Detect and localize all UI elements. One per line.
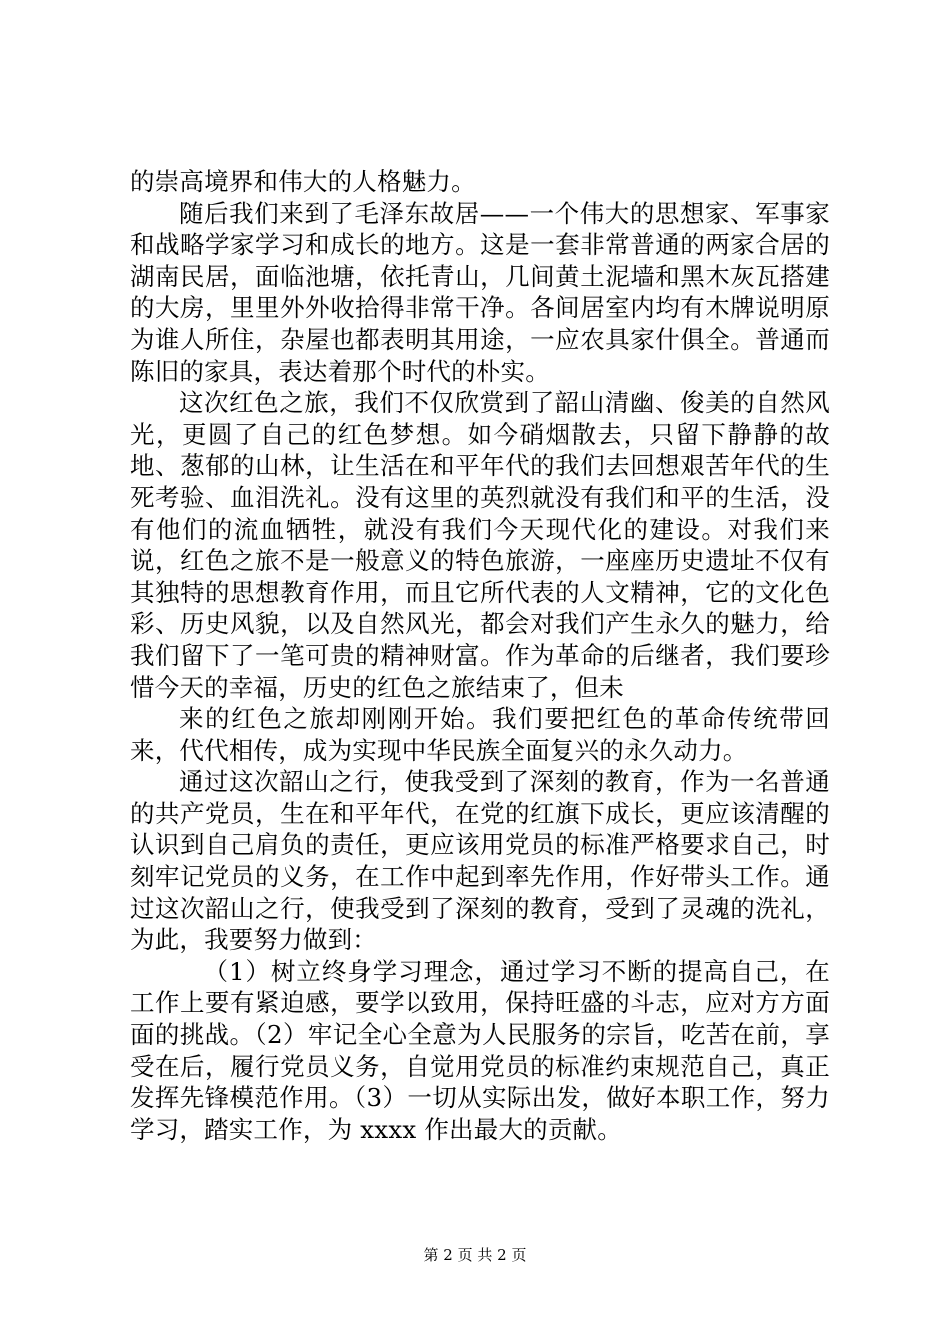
paragraph-4: 来的红色之旅却刚刚开始。我们要把红色的革命传统带回来，代代相传，成为实现中华民族全面复兴的永久动力。	[130, 704, 830, 765]
paragraph-1: 的崇高境界和伟大的人格魅力。	[130, 167, 476, 196]
paragraph-2: 随后我们来到了毛泽东故居——一个伟大的思想家、军事家和战略学家学习和成长的地方。这是一套非常普通的两家合居的湖南民居，面临池塘，依托青山，几间黄土泥墙和黑木灰瓦搭建的大房，里里外外收拾得非常干净。各间居室内均有木牌说明原为谁人所住，杂屋也都表明其用途，一应农具家什俱全。普通而陈旧的家具，表达着那个时代的朴实。	[130, 198, 830, 386]
page-footer: 第 2 页 共 2 页	[423, 1246, 527, 1264]
paragraph-6: （1）树立终身学习理念，通过学习不断的提高自己，在工作上要有紧迫感，要学以致用，保持旺盛的斗志，应对方方面面的挑战。（2）牢记全心全意为人民服务的宗旨，吃苦在前，享受在后，履行党员义务，自觉用党员的标准约束规范自己，真正发挥先锋模范作用。（3）一切从实际出发，做好本职工作，努力学习，踏实工作，为 xxxx 作出最大的贡献。	[130, 956, 830, 1144]
document-body	[130, 166, 830, 1145]
paragraph-5: 通过这次韶山之行，使我受到了深刻的教育，作为一名普通的共产党员，生在和平年代，在党的红旗下成长，更应该清醒的认识到自己肩负的责任，更应该用党员的标准严格要求自己，时刻牢记党员的义务，在工作中起到率先作用，作好带头工作。通过这次韶山之行，使我受到了深刻的教育，受到了灵魂的洗礼，为此，我要努力做到：	[130, 767, 830, 955]
paragraph-3: 这次红色之旅，我们不仅欣赏到了韶山清幽、俊美的自然风光，更圆了自己的红色梦想。如今硝烟散去，只留下静静的故地、葱郁的山林，让生活在和平年代的我们去回想艰苦年代的生死考验、血泪洗礼。没有这里的英烈就没有我们和平的生活，没有他们的流血牺牲，就没有我们今天现代化的建设。对我们来说，红色之旅不是一般意义的特色旅游，一座座历史遗址不仅有其独特的思想教育作用，而且它所代表的人文精神，它的文化色彩、历史风貌，以及自然风光，都会对我们产生永久的魅力，给我们留下了一笔可贵的精神财富。作为革命的后继者，我们要珍惜今天的幸福，历史的红色之旅结束了，但未	[130, 388, 830, 702]
